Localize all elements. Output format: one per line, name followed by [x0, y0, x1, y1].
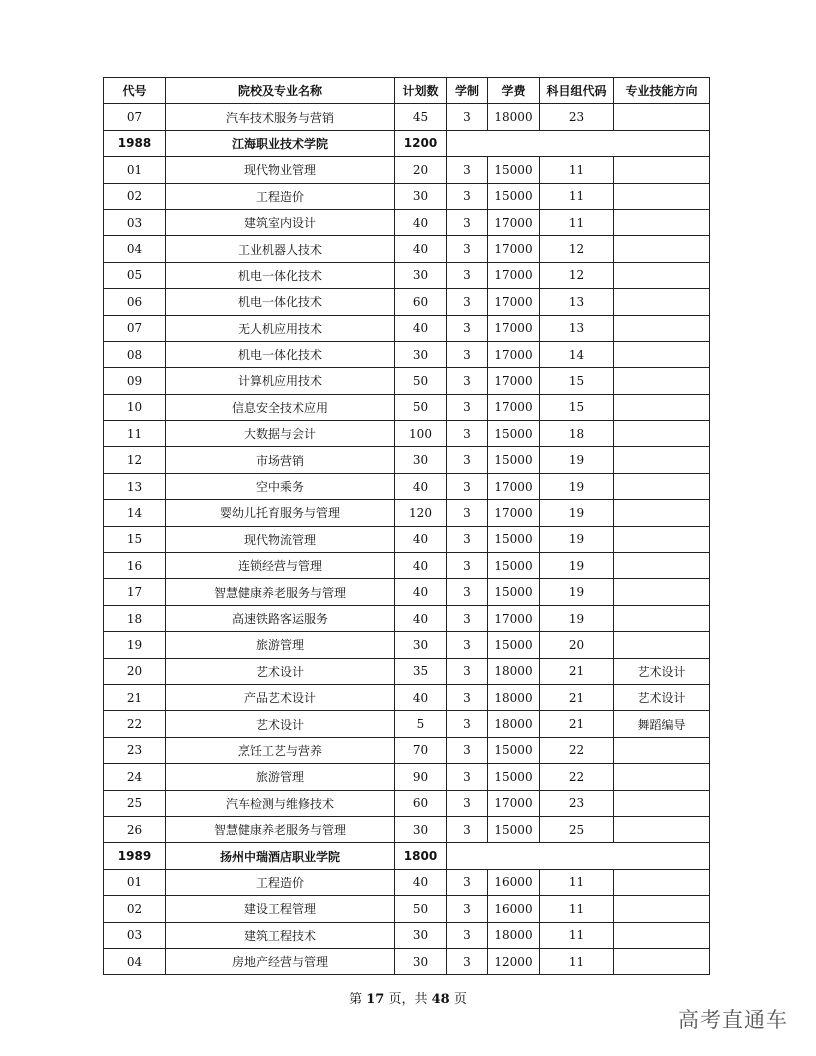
cell-plan: 60	[395, 790, 447, 816]
table-row	[104, 209, 710, 235]
cell-plan: 40	[395, 526, 447, 552]
cell-fee: 15000	[488, 183, 540, 209]
cell-code: 06	[104, 289, 166, 315]
cell-direction	[614, 368, 710, 394]
cell-plan: 30	[395, 922, 447, 948]
cell-group: 19	[540, 579, 614, 605]
cell-plan: 90	[395, 764, 447, 790]
cell-plan: 70	[395, 737, 447, 763]
cell-direction	[614, 632, 710, 658]
cell-group: 21	[540, 711, 614, 737]
cell-fee: 17000	[488, 262, 540, 288]
cell-group: 11	[540, 183, 614, 209]
cell-name: 产品艺术设计	[166, 684, 395, 710]
cell-direction	[614, 104, 710, 130]
table-row	[104, 183, 710, 209]
cell-group: 11	[540, 948, 614, 974]
cell-direction	[614, 473, 710, 499]
cell-plan: 40	[395, 553, 447, 579]
cell-years: 3	[447, 289, 488, 315]
table-row	[104, 315, 710, 341]
table-row	[104, 632, 710, 658]
cell-years: 3	[447, 104, 488, 130]
header-fee: 学费	[488, 78, 540, 104]
cell-plan: 45	[395, 104, 447, 130]
cell-name: 机电一体化技术	[166, 289, 395, 315]
cell-plan: 40	[395, 579, 447, 605]
header-direction: 专业技能方向	[614, 78, 710, 104]
cell-direction	[614, 869, 710, 895]
table-row	[104, 368, 710, 394]
table-row	[104, 869, 710, 895]
cell-years: 3	[447, 236, 488, 262]
cell-code: 21	[104, 684, 166, 710]
cell-fee: 15000	[488, 737, 540, 763]
cell-code: 20	[104, 658, 166, 684]
cell-code: 15	[104, 526, 166, 552]
cell-fee: 15000	[488, 157, 540, 183]
cell-group: 11	[540, 869, 614, 895]
cell-years: 3	[447, 553, 488, 579]
page-number: 17	[366, 992, 385, 1007]
cell-name: 现代物流管理	[166, 526, 395, 552]
cell-name: 房地产经营与管理	[166, 948, 395, 974]
footer-prefix: 第	[349, 992, 367, 1007]
cell-name: 智慧健康养老服务与管理	[166, 816, 395, 842]
cell-years: 3	[447, 896, 488, 922]
table-row	[104, 341, 710, 367]
cell-group: 21	[540, 684, 614, 710]
cell-group: 15	[540, 394, 614, 420]
school-row-blank	[447, 843, 710, 869]
cell-group: 13	[540, 289, 614, 315]
cell-plan: 60	[395, 289, 447, 315]
cell-name: 婴幼儿托育服务与管理	[166, 500, 395, 526]
cell-group: 11	[540, 896, 614, 922]
cell-plan: 40	[395, 236, 447, 262]
cell-direction	[614, 421, 710, 447]
table-row	[104, 104, 710, 130]
school-plan: 1200	[395, 130, 447, 156]
cell-fee: 15000	[488, 421, 540, 447]
cell-group: 12	[540, 262, 614, 288]
cell-years: 3	[447, 605, 488, 631]
cell-years: 3	[447, 262, 488, 288]
cell-plan: 120	[395, 500, 447, 526]
table-row	[104, 658, 710, 684]
cell-plan: 30	[395, 341, 447, 367]
page-total: 48	[431, 992, 450, 1007]
cell-code: 09	[104, 368, 166, 394]
cell-direction	[614, 896, 710, 922]
cell-plan: 100	[395, 421, 447, 447]
cell-plan: 35	[395, 658, 447, 684]
cell-direction	[614, 341, 710, 367]
cell-years: 3	[447, 948, 488, 974]
table-row	[104, 790, 710, 816]
cell-years: 3	[447, 421, 488, 447]
cell-plan: 50	[395, 368, 447, 394]
cell-group: 14	[540, 341, 614, 367]
cell-code: 01	[104, 869, 166, 895]
cell-code: 02	[104, 183, 166, 209]
cell-fee: 17000	[488, 209, 540, 235]
table-row	[104, 896, 710, 922]
cell-years: 3	[447, 500, 488, 526]
cell-direction	[614, 157, 710, 183]
cell-fee: 15000	[488, 764, 540, 790]
cell-name: 烹饪工艺与营养	[166, 737, 395, 763]
cell-name: 汽车技术服务与营销	[166, 104, 395, 130]
table-row	[104, 922, 710, 948]
cell-code: 07	[104, 315, 166, 341]
cell-fee: 15000	[488, 526, 540, 552]
cell-years: 3	[447, 183, 488, 209]
cell-direction	[614, 447, 710, 473]
cell-plan: 40	[395, 209, 447, 235]
cell-code: 13	[104, 473, 166, 499]
cell-code: 03	[104, 209, 166, 235]
cell-years: 3	[447, 922, 488, 948]
cell-direction	[614, 764, 710, 790]
cell-code: 26	[104, 816, 166, 842]
table-row	[104, 473, 710, 499]
cell-code: 02	[104, 896, 166, 922]
cell-years: 3	[447, 157, 488, 183]
cell-fee: 17000	[488, 341, 540, 367]
cell-plan: 30	[395, 262, 447, 288]
table-row	[104, 816, 710, 842]
school-row	[104, 130, 710, 156]
cell-plan: 40	[395, 684, 447, 710]
cell-direction	[614, 183, 710, 209]
cell-name: 旅游管理	[166, 632, 395, 658]
table-row	[104, 948, 710, 974]
cell-code: 08	[104, 341, 166, 367]
cell-fee: 15000	[488, 447, 540, 473]
cell-fee: 18000	[488, 684, 540, 710]
footer-middle: 页，共	[384, 992, 432, 1007]
cell-plan: 30	[395, 183, 447, 209]
cell-group: 15	[540, 368, 614, 394]
table-row	[104, 421, 710, 447]
cell-fee: 16000	[488, 869, 540, 895]
cell-years: 3	[447, 473, 488, 499]
cell-code: 04	[104, 236, 166, 262]
cell-name: 无人机应用技术	[166, 315, 395, 341]
cell-group: 23	[540, 790, 614, 816]
cell-fee: 17000	[488, 236, 540, 262]
cell-fee: 15000	[488, 632, 540, 658]
cell-years: 3	[447, 341, 488, 367]
cell-fee: 17000	[488, 394, 540, 420]
cell-plan: 30	[395, 447, 447, 473]
cell-code: 16	[104, 553, 166, 579]
cell-code: 10	[104, 394, 166, 420]
cell-plan: 30	[395, 948, 447, 974]
cell-code: 23	[104, 737, 166, 763]
cell-fee: 17000	[488, 315, 540, 341]
cell-fee: 18000	[488, 104, 540, 130]
cell-years: 3	[447, 394, 488, 420]
cell-years: 3	[447, 816, 488, 842]
cell-direction	[614, 922, 710, 948]
table-row	[104, 289, 710, 315]
cell-name: 智慧健康养老服务与管理	[166, 579, 395, 605]
cell-name: 建筑室内设计	[166, 209, 395, 235]
cell-fee: 17000	[488, 473, 540, 499]
cell-direction	[614, 579, 710, 605]
cell-name: 高速铁路客运服务	[166, 605, 395, 631]
cell-years: 3	[447, 209, 488, 235]
cell-plan: 50	[395, 896, 447, 922]
school-code: 1989	[104, 843, 166, 869]
cell-plan: 5	[395, 711, 447, 737]
cell-code: 05	[104, 262, 166, 288]
cell-group: 21	[540, 658, 614, 684]
table-row	[104, 764, 710, 790]
table-row	[104, 711, 710, 737]
cell-code: 22	[104, 711, 166, 737]
cell-name: 汽车检测与维修技术	[166, 790, 395, 816]
cell-years: 3	[447, 869, 488, 895]
cell-code: 04	[104, 948, 166, 974]
header-group: 科目组代码	[540, 78, 614, 104]
footer-suffix: 页	[449, 992, 467, 1007]
cell-years: 3	[447, 526, 488, 552]
school-code: 1988	[104, 130, 166, 156]
cell-plan: 40	[395, 315, 447, 341]
cell-fee: 15000	[488, 579, 540, 605]
cell-code: 25	[104, 790, 166, 816]
cell-plan: 40	[395, 869, 447, 895]
cell-code: 17	[104, 579, 166, 605]
cell-years: 3	[447, 737, 488, 763]
table-row	[104, 605, 710, 631]
table-row	[104, 526, 710, 552]
cell-direction	[614, 500, 710, 526]
table-header-row	[104, 78, 710, 104]
cell-direction	[614, 315, 710, 341]
cell-name: 连锁经营与管理	[166, 553, 395, 579]
cell-group: 25	[540, 816, 614, 842]
cell-years: 3	[447, 447, 488, 473]
table-row	[104, 579, 710, 605]
header-code: 代号	[104, 78, 166, 104]
cell-fee: 17000	[488, 289, 540, 315]
table-row	[104, 394, 710, 420]
cell-name: 建设工程管理	[166, 896, 395, 922]
cell-code: 03	[104, 922, 166, 948]
cell-code: 18	[104, 605, 166, 631]
cell-name: 现代物业管理	[166, 157, 395, 183]
cell-name: 工程造价	[166, 869, 395, 895]
cell-group: 19	[540, 473, 614, 499]
cell-direction	[614, 236, 710, 262]
school-row	[104, 843, 710, 869]
cell-years: 3	[447, 764, 488, 790]
cell-group: 23	[540, 104, 614, 130]
cell-direction	[614, 209, 710, 235]
cell-years: 3	[447, 790, 488, 816]
cell-fee: 18000	[488, 922, 540, 948]
cell-fee: 16000	[488, 896, 540, 922]
cell-name: 机电一体化技术	[166, 341, 395, 367]
cell-direction	[614, 262, 710, 288]
table-row	[104, 447, 710, 473]
header-plan: 计划数	[395, 78, 447, 104]
cell-name: 旅游管理	[166, 764, 395, 790]
table-row	[104, 737, 710, 763]
header-name: 院校及专业名称	[166, 78, 395, 104]
cell-name: 工程造价	[166, 183, 395, 209]
cell-code: 01	[104, 157, 166, 183]
cell-group: 12	[540, 236, 614, 262]
table-row	[104, 553, 710, 579]
cell-group: 19	[540, 553, 614, 579]
cell-direction: 艺术设计	[614, 658, 710, 684]
cell-direction	[614, 289, 710, 315]
cell-plan: 40	[395, 605, 447, 631]
school-name: 扬州中瑞酒店职业学院	[166, 843, 395, 869]
cell-direction	[614, 605, 710, 631]
header-years: 学制	[447, 78, 488, 104]
cell-direction	[614, 737, 710, 763]
cell-years: 3	[447, 315, 488, 341]
cell-code: 11	[104, 421, 166, 447]
table-row	[104, 262, 710, 288]
cell-fee: 17000	[488, 368, 540, 394]
table-row	[104, 500, 710, 526]
cell-years: 3	[447, 711, 488, 737]
admission-plan-table	[103, 77, 710, 975]
cell-group: 19	[540, 526, 614, 552]
cell-fee: 17000	[488, 790, 540, 816]
cell-direction	[614, 948, 710, 974]
cell-fee: 15000	[488, 553, 540, 579]
cell-group: 11	[540, 157, 614, 183]
cell-name: 艺术设计	[166, 658, 395, 684]
cell-years: 3	[447, 684, 488, 710]
cell-code: 07	[104, 104, 166, 130]
table-body	[104, 104, 710, 975]
cell-direction	[614, 553, 710, 579]
cell-plan: 50	[395, 394, 447, 420]
cell-name: 空中乘务	[166, 473, 395, 499]
cell-group: 19	[540, 605, 614, 631]
cell-fee: 18000	[488, 711, 540, 737]
cell-code: 19	[104, 632, 166, 658]
cell-code: 14	[104, 500, 166, 526]
cell-group: 22	[540, 737, 614, 763]
cell-plan: 40	[395, 473, 447, 499]
cell-group: 13	[540, 315, 614, 341]
cell-group: 11	[540, 209, 614, 235]
cell-fee: 17000	[488, 500, 540, 526]
cell-name: 大数据与会计	[166, 421, 395, 447]
cell-direction	[614, 394, 710, 420]
school-plan: 1800	[395, 843, 447, 869]
cell-plan: 30	[395, 632, 447, 658]
cell-name: 机电一体化技术	[166, 262, 395, 288]
cell-direction: 艺术设计	[614, 684, 710, 710]
school-name: 江海职业技术学院	[166, 130, 395, 156]
cell-plan: 20	[395, 157, 447, 183]
cell-name: 建筑工程技术	[166, 922, 395, 948]
cell-direction	[614, 526, 710, 552]
cell-name: 计算机应用技术	[166, 368, 395, 394]
cell-name: 信息安全技术应用	[166, 394, 395, 420]
cell-name: 工业机器人技术	[166, 236, 395, 262]
cell-years: 3	[447, 632, 488, 658]
cell-direction: 舞蹈编导	[614, 711, 710, 737]
cell-code: 24	[104, 764, 166, 790]
cell-name: 艺术设计	[166, 711, 395, 737]
cell-group: 18	[540, 421, 614, 447]
cell-plan: 30	[395, 816, 447, 842]
cell-direction	[614, 816, 710, 842]
cell-group: 20	[540, 632, 614, 658]
cell-group: 19	[540, 447, 614, 473]
table-row	[104, 157, 710, 183]
cell-years: 3	[447, 368, 488, 394]
cell-code: 12	[104, 447, 166, 473]
school-row-blank	[447, 130, 710, 156]
watermark: 高考直通车	[678, 1008, 788, 1032]
cell-years: 3	[447, 579, 488, 605]
cell-group: 22	[540, 764, 614, 790]
cell-group: 19	[540, 500, 614, 526]
cell-name: 市场营销	[166, 447, 395, 473]
cell-fee: 15000	[488, 816, 540, 842]
cell-fee: 18000	[488, 658, 540, 684]
table-row	[104, 236, 710, 262]
cell-years: 3	[447, 658, 488, 684]
cell-direction	[614, 790, 710, 816]
cell-fee: 17000	[488, 605, 540, 631]
table-row	[104, 684, 710, 710]
cell-fee: 12000	[488, 948, 540, 974]
cell-group: 11	[540, 922, 614, 948]
